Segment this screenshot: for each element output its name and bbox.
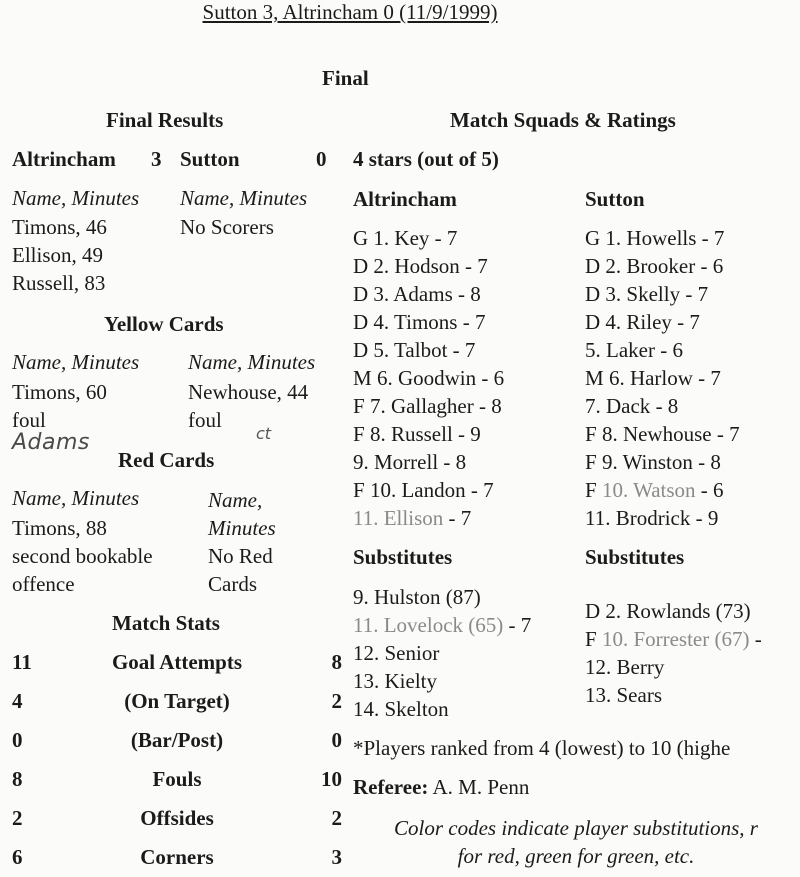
player-rating: - 6: [476, 366, 505, 390]
player-position: D: [353, 282, 374, 306]
player-number: 2.: [373, 254, 395, 278]
player-name: Rowlands: [626, 599, 711, 623]
stat-value-a: 0: [12, 728, 23, 752]
player-number: 13.: [353, 669, 385, 693]
player-number: 9.: [601, 450, 623, 474]
player-name: Skelly: [626, 282, 681, 306]
player-number: 12.: [585, 655, 617, 679]
player-rating: - 7: [465, 478, 494, 502]
player-name: Watson: [633, 478, 696, 502]
red-item: No Red: [208, 544, 273, 568]
referee-name: A. M. Penn: [428, 775, 530, 799]
squad-player: [585, 420, 740, 448]
ranking-note: *Players ranked from 4 (lowest) to 10 (highe: [353, 736, 731, 760]
player-rating: - 8: [692, 450, 721, 474]
player-name: Morrell: [374, 450, 439, 474]
player-number: 10.: [369, 478, 402, 502]
stat-row-corners: [12, 845, 342, 873]
player-number: 9.: [353, 585, 374, 609]
red-b-header: [208, 486, 276, 542]
subs-b-list: [585, 597, 762, 709]
squad-player: [353, 364, 504, 392]
scorer-item: No Scorers: [180, 215, 274, 239]
substitute-player: [353, 611, 531, 639]
substitute-player: [585, 653, 762, 681]
player-rating: - 8: [473, 394, 502, 418]
stat-value-b: 8: [331, 650, 342, 674]
player-rating: - 8: [650, 394, 679, 418]
handwritten-mark: ct: [256, 424, 272, 443]
stat-label: Goal Attempts: [111, 650, 243, 674]
player-name: Dack: [606, 394, 651, 418]
player-position: F: [353, 422, 370, 446]
player-rating: - 9: [452, 422, 481, 446]
player-name: Gallagher: [390, 394, 474, 418]
player-number: 5.: [373, 338, 395, 362]
scorer-item: Ellison, 49: [12, 243, 104, 267]
squad-b-list: [585, 224, 740, 532]
color-note-line: for red, green for green, etc.: [457, 844, 695, 868]
player-number: 14.: [353, 697, 385, 721]
squad-player: [585, 476, 740, 504]
substitute-player: [353, 639, 531, 667]
yellow-b-list: [188, 378, 308, 434]
player-name: Timons: [394, 310, 458, 334]
substitute-player: [353, 583, 531, 611]
squad-b-team: Sutton: [585, 187, 645, 211]
red-b-list: [208, 542, 273, 598]
player-number: 5.: [585, 338, 606, 362]
stat-label: (On Target): [124, 689, 230, 713]
stat-value-a: 4: [12, 689, 23, 713]
red-item: offence: [12, 572, 75, 596]
red-b-header-line: Name,: [208, 488, 263, 512]
player-number: 9.: [353, 450, 374, 474]
match-stats-heading: Match Stats: [112, 611, 220, 635]
referee-label: Referee:: [353, 775, 429, 799]
yellow-item: foul: [12, 408, 46, 432]
squad-player: [585, 252, 740, 280]
squad-player: [353, 252, 504, 280]
player-name: Key: [394, 226, 430, 250]
player-number: 13.: [585, 683, 617, 707]
player-position: G: [353, 226, 374, 250]
squad-player: [585, 504, 740, 532]
player-position: F: [353, 478, 370, 502]
red-item: second bookable: [12, 544, 153, 568]
stat-label: (Bar/Post): [130, 728, 224, 752]
color-note: [353, 814, 799, 870]
player-name: Winston: [622, 450, 693, 474]
player-name: Brodrick: [615, 506, 691, 530]
stat-row-bar-post: [12, 728, 342, 756]
player-number: 6.: [608, 366, 630, 390]
player-number: 10.: [601, 478, 634, 502]
stat-value-a: 6: [12, 845, 23, 869]
stat-value-b: 10: [321, 767, 342, 791]
substitute-player: [353, 695, 531, 723]
scorers-b-header: Name, Minutes: [180, 186, 308, 210]
player-number: 12.: [353, 641, 385, 665]
squad-player: [585, 280, 740, 308]
player-name: Goodwin: [397, 366, 477, 390]
handwritten-note: Adams: [12, 430, 90, 455]
yellow-a-header: Name, Minutes: [12, 350, 140, 374]
player-name: Laker: [606, 338, 655, 362]
red-b-header-line: Minutes: [208, 516, 276, 540]
color-note-line: Color codes indicate player substitutions, r: [394, 816, 758, 840]
player-number: 2.: [605, 599, 627, 623]
player-sub-minute: (73): [710, 599, 751, 623]
stat-value-a: 2: [12, 806, 23, 830]
player-name: Talbot: [394, 338, 448, 362]
player-number: 1.: [605, 226, 627, 250]
substitute-player: [585, 681, 762, 709]
red-a-header: Name, Minutes: [12, 486, 140, 510]
team-a-score: 3: [151, 147, 162, 171]
player-number: 11.: [585, 506, 616, 530]
yellow-item: foul: [188, 408, 222, 432]
squad-player: [585, 364, 740, 392]
player-name: Hodson: [394, 254, 460, 278]
scorers-b-list: [180, 213, 274, 241]
subs-b-heading: Substitutes: [585, 545, 685, 569]
squad-a-list: [353, 224, 504, 532]
player-name: Newhouse: [622, 422, 712, 446]
squad-player: [353, 336, 504, 364]
yellow-a-list: [12, 378, 107, 434]
substitute-player: [353, 667, 531, 695]
squad-player: [353, 476, 504, 504]
player-position: F: [585, 478, 602, 502]
player-name: Howells: [626, 226, 697, 250]
squads-heading: Match Squads & Ratings: [450, 108, 676, 132]
match-rating: 4 stars (out of 5): [353, 147, 499, 171]
player-rating: - 6: [654, 338, 683, 362]
stat-label: Offsides: [140, 806, 214, 830]
player-number: 8.: [369, 422, 391, 446]
player-position: F: [585, 450, 602, 474]
player-position: F: [353, 394, 370, 418]
substitute-player: [585, 597, 762, 625]
player-name: Lovelock: [383, 613, 464, 637]
player-number: 2.: [605, 254, 627, 278]
page-title: Sutton 3, Altrincham 0 (11/9/1999): [202, 0, 498, 24]
player-rating: - 7: [503, 613, 532, 637]
player-rating: - 7: [459, 254, 488, 278]
scorers-a-header: Name, Minutes: [12, 186, 140, 210]
player-position: D: [353, 338, 374, 362]
squad-player: [585, 224, 740, 252]
subs-a-list: [353, 583, 531, 723]
stat-label: Corners: [140, 845, 214, 869]
stat-value-a: 8: [12, 767, 23, 791]
player-rating: - 7: [447, 338, 476, 362]
player-sub-minute: (67): [709, 627, 750, 651]
player-rating: - 7: [696, 226, 725, 250]
player-name: Berry: [616, 655, 665, 679]
substitute-player: [585, 625, 762, 653]
player-name: Harlow: [629, 366, 693, 390]
scorer-item: Russell, 83: [12, 271, 106, 295]
squad-player: [353, 308, 504, 336]
player-position: D: [585, 282, 606, 306]
scorer-item: Timons, 46: [12, 215, 107, 239]
player-name: Russell: [390, 422, 453, 446]
player-position: D: [585, 254, 606, 278]
referee-line: [353, 775, 529, 800]
player-number: 4.: [373, 310, 395, 334]
player-number: 1.: [373, 226, 395, 250]
match-status: Final: [322, 66, 369, 90]
player-name: Senior: [384, 641, 440, 665]
red-item: Timons, 88: [12, 516, 107, 540]
player-number: 8.: [601, 422, 623, 446]
final-results-heading: Final Results: [106, 108, 224, 132]
stat-value-b: 0: [331, 728, 342, 752]
squad-player: [353, 280, 504, 308]
player-rating: - 8: [452, 282, 481, 306]
player-rating: - 7: [671, 310, 700, 334]
squad-player: [585, 392, 740, 420]
player-name: Brooker: [626, 254, 696, 278]
yellow-item: Timons, 60: [12, 380, 107, 404]
player-name: Adams: [393, 282, 453, 306]
player-number: 11.: [353, 613, 384, 637]
player-sub-minute: (87): [440, 585, 481, 609]
player-name: Landon: [401, 478, 466, 502]
player-position: F: [585, 627, 602, 651]
player-rating: - 7: [692, 366, 721, 390]
squad-player: [585, 448, 740, 476]
stat-label: Fouls: [152, 767, 202, 791]
player-position: F: [585, 422, 602, 446]
player-rating: - 7: [457, 310, 486, 334]
stat-row-goal-attempts: [12, 650, 342, 678]
player-number: 4.: [605, 310, 627, 334]
player-rating: - 7: [429, 226, 458, 250]
player-number: 10.: [601, 627, 634, 651]
yellow-b-header: Name, Minutes: [188, 350, 316, 374]
squad-player: [353, 392, 504, 420]
player-number: 11.: [353, 506, 384, 530]
squad-player: [585, 336, 740, 364]
stat-row-fouls: [12, 767, 342, 795]
player-number: 3.: [373, 282, 394, 306]
player-name: Kielty: [384, 669, 437, 693]
squad-player: [353, 224, 504, 252]
player-rating: - 8: [438, 450, 467, 474]
yellow-cards-heading: Yellow Cards: [104, 312, 224, 336]
stat-value-b: 3: [331, 845, 342, 869]
stat-row-on-target: [12, 689, 342, 717]
subs-a-heading: Substitutes: [353, 545, 453, 569]
player-name: Forrester: [633, 627, 710, 651]
player-rating: - 6: [695, 478, 724, 502]
player-position: M: [353, 366, 377, 390]
stat-value-b: 2: [331, 806, 342, 830]
yellow-item: Newhouse, 44: [188, 380, 309, 404]
red-a-list: [12, 514, 153, 598]
red-item: Cards: [208, 572, 257, 596]
squad-a-team: Altrincham: [353, 187, 457, 211]
player-position: D: [353, 254, 374, 278]
stat-value-a: 11: [12, 650, 32, 674]
player-rating: - 6: [695, 254, 724, 278]
player-number: 7.: [585, 394, 606, 418]
squad-player: [353, 448, 504, 476]
player-position: D: [585, 599, 606, 623]
player-number: 6.: [376, 366, 398, 390]
player-name: Hulston: [374, 585, 441, 609]
stat-value-b: 2: [331, 689, 342, 713]
player-position: G: [585, 226, 606, 250]
player-name: Sears: [616, 683, 662, 707]
team-a-name: Altrincham: [12, 147, 116, 171]
team-b-name: Sutton: [180, 147, 240, 171]
player-number: 7.: [369, 394, 391, 418]
player-rating: - 7: [680, 282, 709, 306]
stat-row-offsides: [12, 806, 342, 834]
player-number: 3.: [605, 282, 627, 306]
player-position: D: [353, 310, 374, 334]
player-rating: -: [749, 627, 762, 651]
player-position: D: [585, 310, 606, 334]
player-name: Riley: [626, 310, 672, 334]
player-rating: - 9: [690, 506, 719, 530]
player-name: Skelton: [384, 697, 449, 721]
scorers-a-list: [12, 213, 107, 297]
red-cards-heading: Red Cards: [118, 448, 215, 472]
squad-player: [353, 420, 504, 448]
player-sub-minute: (65): [463, 613, 504, 637]
player-rating: - 7: [711, 422, 740, 446]
squad-player: [353, 504, 504, 532]
player-name: Ellison: [383, 506, 444, 530]
player-position: M: [585, 366, 609, 390]
team-b-score: 0: [316, 147, 327, 171]
player-rating: - 7: [443, 506, 472, 530]
squad-player: [585, 308, 740, 336]
